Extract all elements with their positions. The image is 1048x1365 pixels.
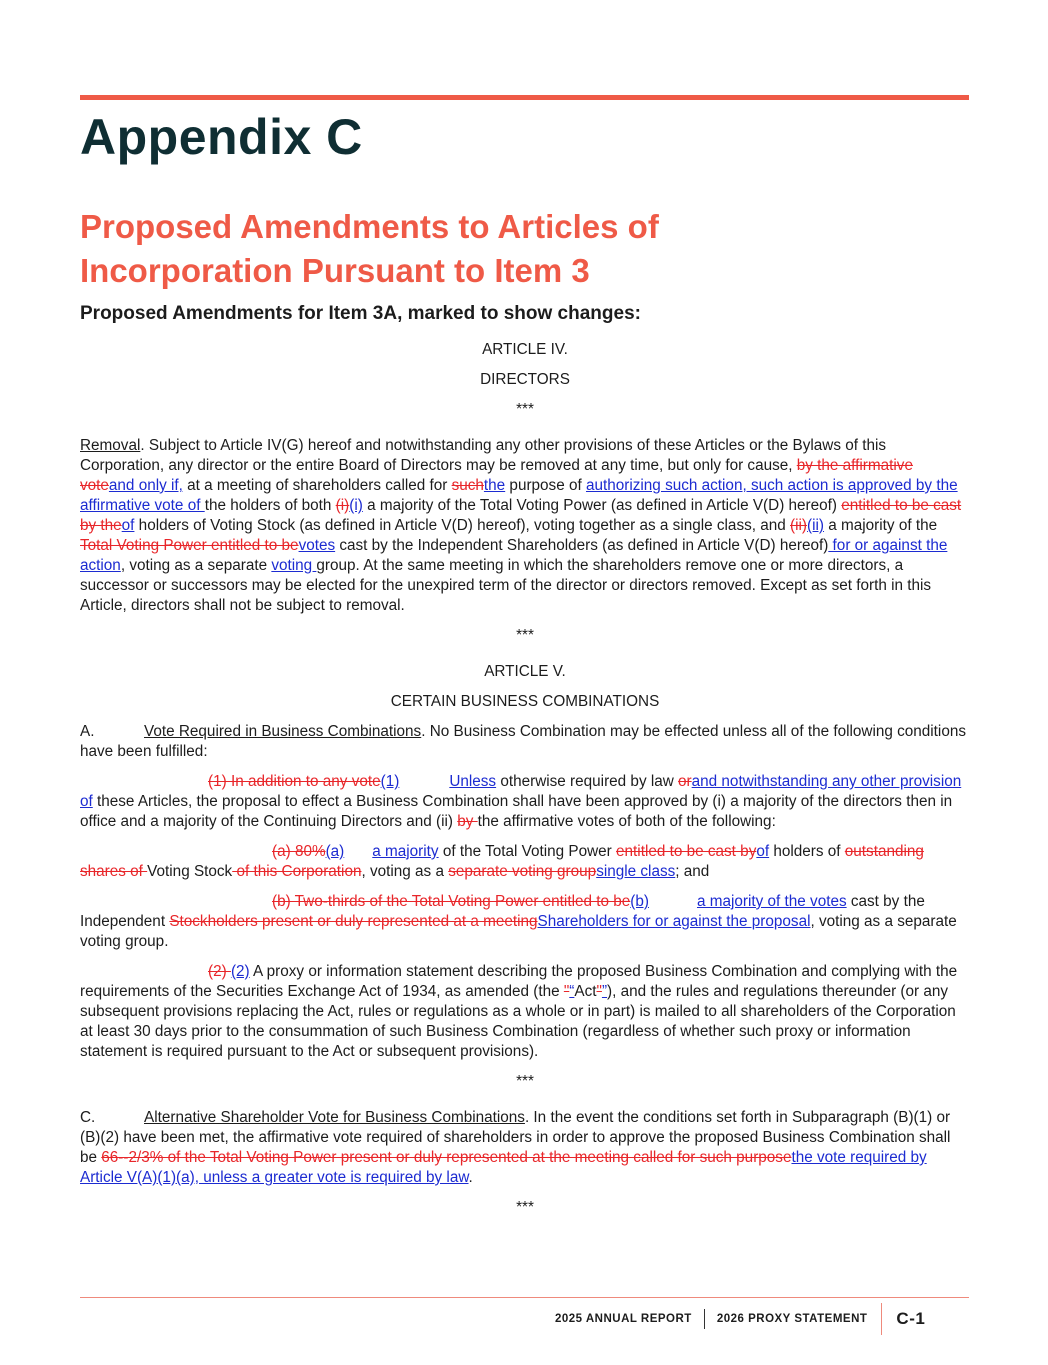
inserted-text: and notwithstanding any other provision of — [80, 773, 962, 810]
footer-divider — [704, 1309, 705, 1329]
inserted-text: for or against the action — [80, 537, 948, 574]
section-a2-paragraph: (2) (2) A proxy or information statement describing the proposed Business Combination and complying with the requirements of the Securities Exchange Act of 1934, as amended (the "“Act"”), and the rules and regulations thereunder (or any subsequent provisions replacing the Act, rules or regulations as a whole or in part) is mailed to all shareholders of the Corporation at least 30 days prior to the consummation of such Business Combination (regardless of whether such proxy or information statement is required pursuant to the Act or subsequent provisions). — [80, 963, 958, 1060]
inserted-text: (2) — [230, 963, 250, 980]
section-a-paragraph: A. Vote Required in Business Combinations. No Business Combination may be effected unless all of the following conditions have been fulfilled: — [80, 723, 966, 760]
section-c-label: Alternative Shareholder Vote for Business Combinations — [144, 1109, 525, 1126]
page-title: Appendix C — [80, 109, 363, 165]
inserted-text: a majority of the votes — [696, 893, 847, 910]
deleted-text: Total Voting Power entitled to be — [80, 537, 299, 554]
article-v-subheading: CERTAIN BUSINESS COMBINATIONS — [390, 693, 660, 710]
removal-paragraph: Removal. Subject to Article IV(G) hereof and notwithstanding any other provisions of these Articles or the Bylaws of this Corporation, any director or the entire Board of Directors may be removed at any time, but only for cause, by the affirmative voteand only if, at a meeting of shareholders called for suchthe purpose of authorizing such action, such action is approved by the affirmative vote of the holders of both (i)(i) a majority of the Total Voting Power (as defined in Article V(D) hereof) entitled to be cast by theof holders of Voting Stock (as defined in Article V(D) hereof), voting together as a single class, and (ii)(ii) a majority of the Total Voting Power entitled to bevotes cast by the Independent Shareholders (as defined in Article V(D) hereof) for or against the action, voting as a separate voting group. At the same meeting in which the shareholders remove one or more directors, a successor or successors may be elected for the unexpired term of the director or directors removed. Except as set forth in this Article, directors shall not be subject to removal. — [80, 437, 962, 614]
deleted-text: by — [457, 813, 478, 830]
inserted-text: Shareholders for or against the proposal — [537, 913, 811, 930]
deleted-text: (b) Two-thirds of the Total Voting Power entitled to be — [272, 893, 631, 910]
footer-rule — [80, 1297, 969, 1298]
deleted-text: or — [678, 773, 692, 790]
article-iv-subheading: DIRECTORS — [480, 371, 570, 388]
inserted-text: authorizing such action, such action is approved by the affirmative vote of — [80, 477, 958, 514]
section-c-number: C. — [80, 1109, 96, 1126]
article-iv-heading: ARTICLE IV. — [482, 341, 568, 358]
inserted-text: of — [756, 843, 770, 860]
section-c-paragraph: C. Alternative Shareholder Vote for Business Combinations. In the event the conditions set forth in Subparagraph (B)(1) or (B)(2) have been met, the affirmative vote required of shareholders in order to approve the proposed Business Combination shall be 66--2/3% of the Total Voting Power present or duly represented at the meeting called for such purposethe vote required by Article V(A)(1)(a), unless a greater vote is required by law. — [80, 1109, 951, 1186]
top-accent-rule — [80, 95, 969, 100]
deleted-text: (1) In addition to any vote — [208, 773, 381, 790]
section-a1-paragraph: (1) In addition to any vote(1) Unless otherwise required by law orand notwithstanding any other provision of these Articles, the proposal to effect a Business Combination shall have been approved by (i) a majority of the directors then in office and a majority of the Continuing Directors and (ii) by the affirmative votes of both of the following: — [80, 773, 962, 830]
inserted-text: a majority — [372, 843, 439, 860]
deleted-text: 66--2/3% of the Total Voting Power present or duly represented at the meeting called for such purpose — [101, 1149, 792, 1166]
page-subtitle: Proposed Amendments to Articles of Incorporation Pursuant to Item 3 — [80, 208, 659, 289]
page-footer — [555, 1303, 925, 1335]
removal-label: Removal — [80, 437, 141, 454]
document-body — [80, 340, 970, 1228]
deleted-text: by the affirmative vote — [80, 457, 913, 494]
footer-proxy-statement: 2026 PROXY STATEMENT — [716, 1313, 868, 1325]
page-number: C-1 — [896, 1309, 926, 1328]
article-v-heading: ARTICLE V. — [484, 663, 566, 680]
deleted-text: outstanding shares of — [80, 843, 924, 880]
deleted-text: entitled to be cast by — [616, 843, 757, 860]
deleted-text: " — [563, 983, 570, 1000]
footer-divider — [881, 1303, 882, 1335]
footer-annual-report: 2025 ANNUAL REPORT — [555, 1313, 692, 1325]
deleted-text: " — [596, 983, 602, 1000]
deleted-text: (ii) — [790, 517, 808, 534]
deleted-text: such — [451, 477, 484, 494]
deleted-text: (2) — [208, 963, 231, 980]
deleted-text: (i) — [335, 497, 350, 514]
inserted-text: (ii) — [807, 517, 825, 534]
separator: *** — [516, 1073, 534, 1090]
deleted-text: Stockholders present or duly represented at a meeting — [169, 913, 538, 930]
inserted-text: the vote required by Article V(A)(1)(a), unless a greater vote is required by law — [80, 1149, 927, 1186]
inserted-text: the — [483, 477, 506, 494]
section-a-label: Vote Required in Business Combinations — [144, 723, 422, 740]
separator: *** — [516, 401, 534, 418]
inserted-text: single class — [596, 863, 676, 880]
inserted-text: Unless — [449, 773, 497, 790]
inserted-text: “ — [569, 983, 575, 1000]
section-heading: Proposed Amendments for Item 3A, marked to show changes: — [80, 303, 641, 324]
deleted-text: separate voting group — [448, 863, 597, 880]
inserted-text: ” — [601, 983, 608, 1000]
section-a1b-paragraph: (b) Two-thirds of the Total Voting Power entitled to be(b) a majority of the votes cast by the Independent Stockholders present or duly represented at a meetingShareholders for or against the proposal, voting as a separate voting group. — [80, 893, 957, 950]
inserted-text: voting — [271, 557, 317, 574]
inserted-text: (i) — [349, 497, 363, 514]
inserted-text: (1) — [380, 773, 400, 790]
separator: *** — [516, 627, 534, 644]
deleted-text: of this Corporation — [232, 863, 362, 880]
separator: *** — [516, 1199, 534, 1216]
inserted-text: (b) — [630, 893, 649, 910]
inserted-text: (a) — [325, 843, 345, 860]
deleted-text: entitled to be cast by the — [80, 497, 962, 534]
deleted-text: (a) 80% — [272, 843, 326, 860]
inserted-text: votes — [298, 537, 336, 554]
section-a1a-paragraph: (a) 80%(a) a majority of the Total Voting Power entitled to be cast byof holders of outstanding shares of Voting Stock of this Corporation, voting as a separate voting groupsingle class; and — [80, 843, 924, 880]
section-a-number: A. — [80, 723, 95, 740]
inserted-text: and only if, — [108, 477, 183, 494]
inserted-text: of — [121, 517, 135, 534]
